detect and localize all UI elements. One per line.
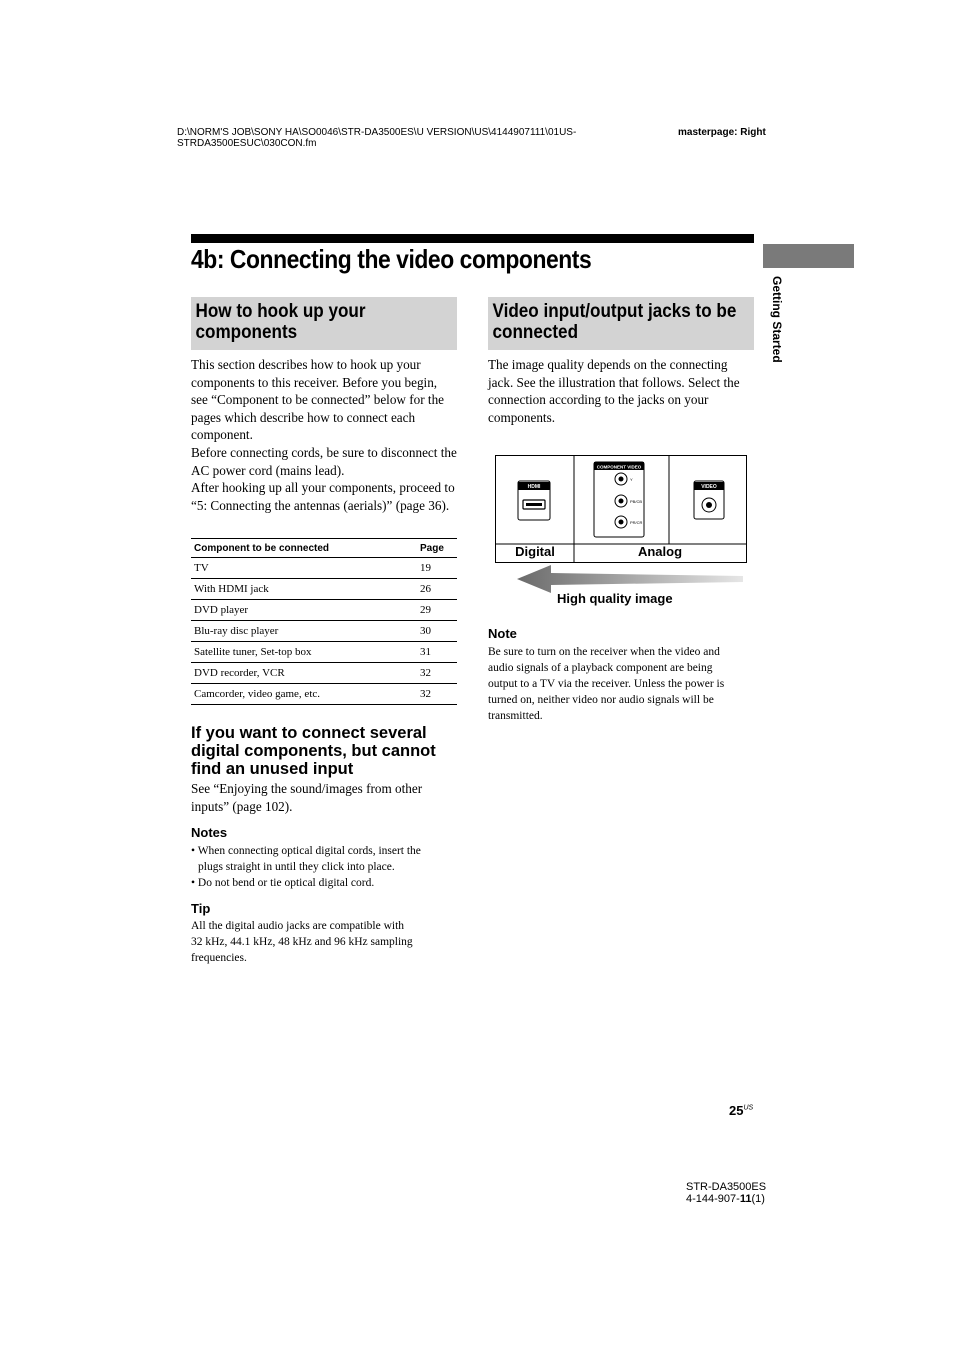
side-tab-marker [763, 244, 854, 268]
table-row [191, 642, 457, 663]
left-paragraph: After hooking up all your components, proceed to “5: Connecting the antennas (aerials)” (page 36). [191, 480, 455, 513]
code-prefix: 4-144-907- [686, 1193, 740, 1205]
jack-y-label: Y [630, 477, 633, 482]
table-row [191, 621, 457, 642]
left-section-heading: How to hook up your components [195, 301, 366, 343]
table-row [191, 684, 457, 705]
notes-list [191, 843, 461, 891]
video-jack-label: VIDEO [701, 484, 717, 490]
table-header-page: Page [417, 539, 457, 558]
table-cell-page: 19 [417, 558, 457, 579]
right-section-heading: Video input/output jacks to be connected [492, 301, 737, 343]
tip-heading: Tip [191, 901, 211, 916]
table-cell-page: 32 [417, 684, 457, 705]
table-cell-component: DVD recorder, VCR [191, 663, 417, 684]
tip-line: All the digital audio jacks are compatible with [191, 920, 405, 932]
table-cell-component: Blu-ray disc player [191, 621, 417, 642]
file-path-header [177, 127, 647, 149]
component-jack-label: COMPONENT VIDEO [596, 464, 642, 470]
page-number-value: 25 [729, 1103, 744, 1118]
table-cell-component: With HDMI jack [191, 579, 417, 600]
table-row [191, 579, 457, 600]
notes-heading: Notes [191, 825, 228, 840]
note-line: turned on, neither video nor audio signals will be [488, 694, 714, 706]
page-title: 4b: Connecting the video components [191, 244, 592, 274]
model-number: STR-DA3500ES [686, 1181, 767, 1193]
masterpage-label: masterpage: Right [678, 127, 766, 138]
table-cell-page: 26 [417, 579, 457, 600]
table-cell-page: 32 [417, 663, 457, 684]
digital-label: Digital [515, 544, 555, 559]
table-cell-component: Camcorder, video game, etc. [191, 684, 417, 705]
file-path-line-1: D:\NORM'S JOB\SONY HA\SO0046\STR-DA3500ES\U VERSION\US\4144907111\01US- [177, 127, 577, 138]
table-cell-page: 30 [417, 621, 457, 642]
right-section-heading-box [488, 297, 754, 350]
note-line: output to a TV via the receiver. Unless the power is [488, 678, 725, 690]
table-cell-page: 29 [417, 600, 457, 621]
note-line: audio signals of a playback component are being [488, 662, 713, 674]
table-row [191, 558, 457, 579]
component-table [191, 538, 457, 705]
table-header-row [191, 539, 457, 558]
note-item: • Do not bend or tie optical digital cord. [191, 877, 375, 889]
note-item: • When connecting optical digital cords, insert the [191, 845, 421, 857]
tip-line: 32 kHz, 44.1 kHz, 48 kHz and 96 kHz sampling [191, 936, 413, 948]
high-quality-label: High quality image [557, 591, 673, 606]
table-cell-component: TV [191, 558, 417, 579]
left-section-heading-box [191, 297, 457, 350]
note-line: transmitted. [488, 710, 543, 722]
document-code [686, 1193, 766, 1205]
table-cell-page: 31 [417, 642, 457, 663]
note-line: Be sure to turn on the receiver when the video and [488, 646, 720, 658]
code-suffix: (1) [751, 1193, 765, 1205]
hdmi-jack-label: HDMI [527, 484, 541, 490]
video-jacks-diagram [495, 455, 747, 563]
analog-label: Analog [637, 544, 683, 559]
table-row [191, 600, 457, 621]
subheading-digital-components: If you want to connect several digital components, but cannot find an unused input [191, 724, 436, 778]
jack-pr-label: PR/CR [630, 520, 643, 525]
tip-line: frequencies. [191, 952, 247, 964]
jack-pb-label: PB/CB [630, 499, 643, 504]
left-paragraph: Before connecting cords, be sure to disconnect the AC power cord (mains lead). [191, 444, 457, 478]
left-paragraph: This section describes how to hook up your components to this receiver. Before you begin, see “Component to be connected” below for the pages which describe how to connect each component. [191, 357, 445, 443]
file-path-line-2: STRDA3500ESUC\030CON.fm [177, 138, 317, 149]
table-cell-component: DVD player [191, 600, 417, 621]
note-item-continued: plugs straight in until they click into place. [198, 861, 395, 873]
page-number [729, 1103, 753, 1118]
tip-text [191, 918, 461, 966]
title-rule [191, 234, 754, 243]
left-intro-text [191, 356, 457, 514]
table-cell-component: Satellite tuner, Set-top box [191, 642, 417, 663]
table-row [191, 663, 457, 684]
subheading-text: See “Enjoying the sound/images from other inputs” (page 102). [191, 781, 423, 814]
code-revision: 11 [739, 1193, 752, 1205]
side-tab-label: Getting Started [770, 276, 784, 363]
component-table-wrap [191, 538, 457, 705]
note-heading: Note [488, 626, 517, 641]
page-number-suffix: US [743, 1104, 754, 1112]
note-text [488, 644, 758, 724]
model-info [686, 1181, 766, 1205]
right-intro-text: The image quality depends on the connecting jack. See the illustration that follows. Select the connection according to the jacks on your components. [488, 357, 740, 425]
table-header-component: Component to be connected [191, 539, 417, 558]
